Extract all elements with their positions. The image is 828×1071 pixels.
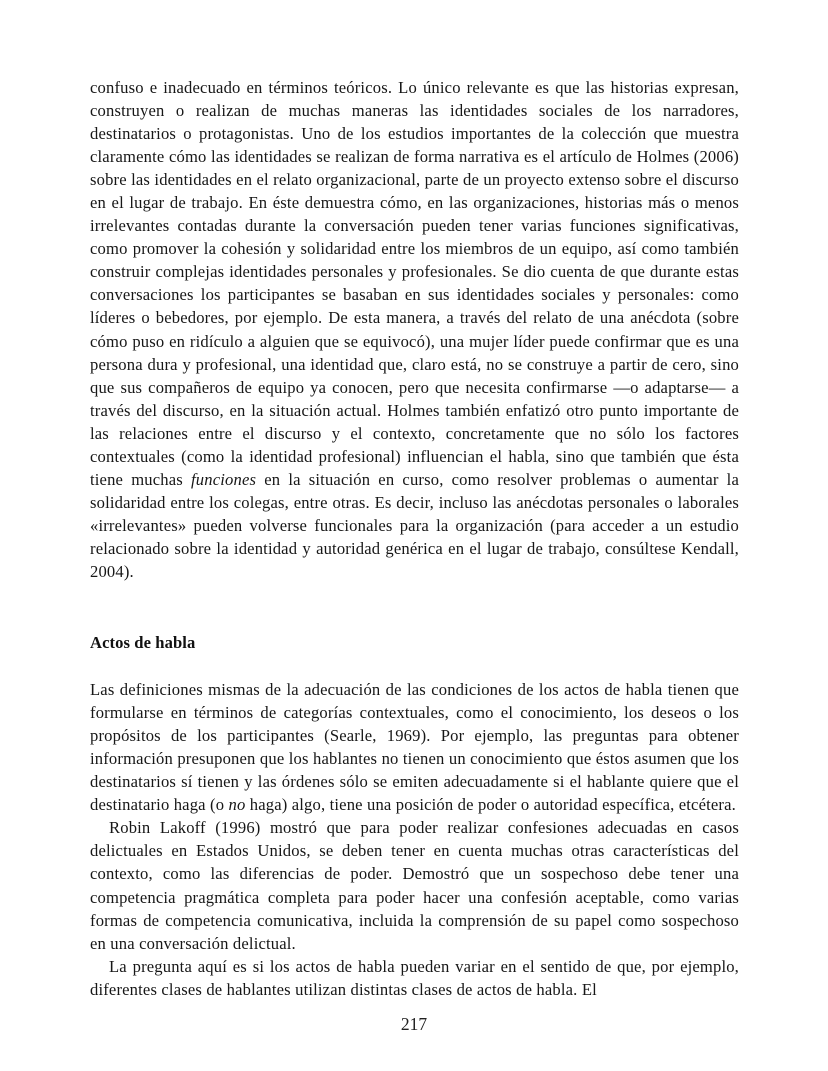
italic-emphasis: funciones [191,469,257,489]
page-number-folio: 217 [400,1014,428,1034]
paragraph-robin-lakoff: Robin Lakoff (1996) mostró que para poder realizar confesiones adecuadas en casos delictuales en Estados Unidos, se deben tener en cuenta muchas otras características del contexto, como las diferencias de poder. Demostró que un sospechoso debe tener una competencia pragmática completa para poder hacer una confesión aceptable, como varias formas de competencia comunicativa, incluida la comprensión de su papel como sospechoso en una conversación delictual. [90,818,739,953]
text-column [90,76,739,1001]
paragraph-speech-act-conditions: Las definiciones mismas de la adecuación de las condiciones de los actos de habla tienen que formularse en términos de categorías contextuales, como el conocimiento, los deseos o los propósitos de los participantes (Searle, 1969). Por ejemplo, las preguntas para obtener información presuponen que los hablantes no tienen un conocimiento que éstos asumen que los destinatarios sí tienen y las órdenes sólo se emiten adecuadamente si el hablante quiere que el destinatario haga (o no haga) algo, tiene una posición de poder o autoridad específica, etcétera. [90,680,739,815]
paragraph-continuation-holmes: confuso e inadecuado en términos teóricos. Lo único relevante es que las historias expresan, construyen o realizan de muchas maneras las identidades sociales de los narradores, destinatarios o protagonistas. Uno de los estudios importantes de la colección que muestra claramente cómo las identidades se realizan de forma narrativa es el artículo de Holmes (2006) sobre las identidades en el relato organizacional, parte de un proyecto extenso sobre el discurso en el lugar de trabajo. En éste demuestra cómo, en las organizaciones, historias más o menos irrelevantes contadas durante la conversación pueden tener varias funciones significativas, como promover la cohesión y solidaridad entre los miembros de un equipo, así como también construir complejas identidades personales y profesionales. Se dio cuenta de que durante estas conversaciones los participantes se basaban en sus identidades sociales y personales: como líderes o bebedores, por ejemplo. De esta manera, a través del relato de una anécdota (sobre cómo puso en ridículo a alguien que se equivocó), una mujer líder puede confirmar que es una persona dura y profesional, una identidad que, claro está, no se construye a partir de cero, sino que sus compañeros de equipo ya conocen, pero que necesita confirmarse —o adaptarse— a través del discurso, en la situación actual. Holmes también enfatizó otro punto importante de las relaciones entre el discurso y el contexto, concretamente que no sólo los factores contextuales (como la identidad profesional) influencian el habla, sino que también que ésta tiene muchas funciones en la situación en curso, como resolver problemas o aumentar la solidaridad entre los colegas, entre otras. Es decir, incluso las anécdotas personales o laborales «irrelevantes» pueden volverse funcionales para la organización (para acceder a un estudio relacionado sobre la identidad y autoridad genérica en el lugar de trabajo, consúltese Kendall, 2004). [90,78,739,581]
section-heading-actos-de-habla: Actos de habla [90,633,196,653]
paragraph-spacer [90,583,739,631]
heading-spacer [90,654,739,678]
paragraph-la-pregunta: La pregunta aquí es si los actos de habla pueden variar en el sentido de que, por ejemplo, diferentes clases de hablantes utilizan distintas clases de actos de habla. El [90,956,739,999]
italic-emphasis: no [228,795,246,815]
